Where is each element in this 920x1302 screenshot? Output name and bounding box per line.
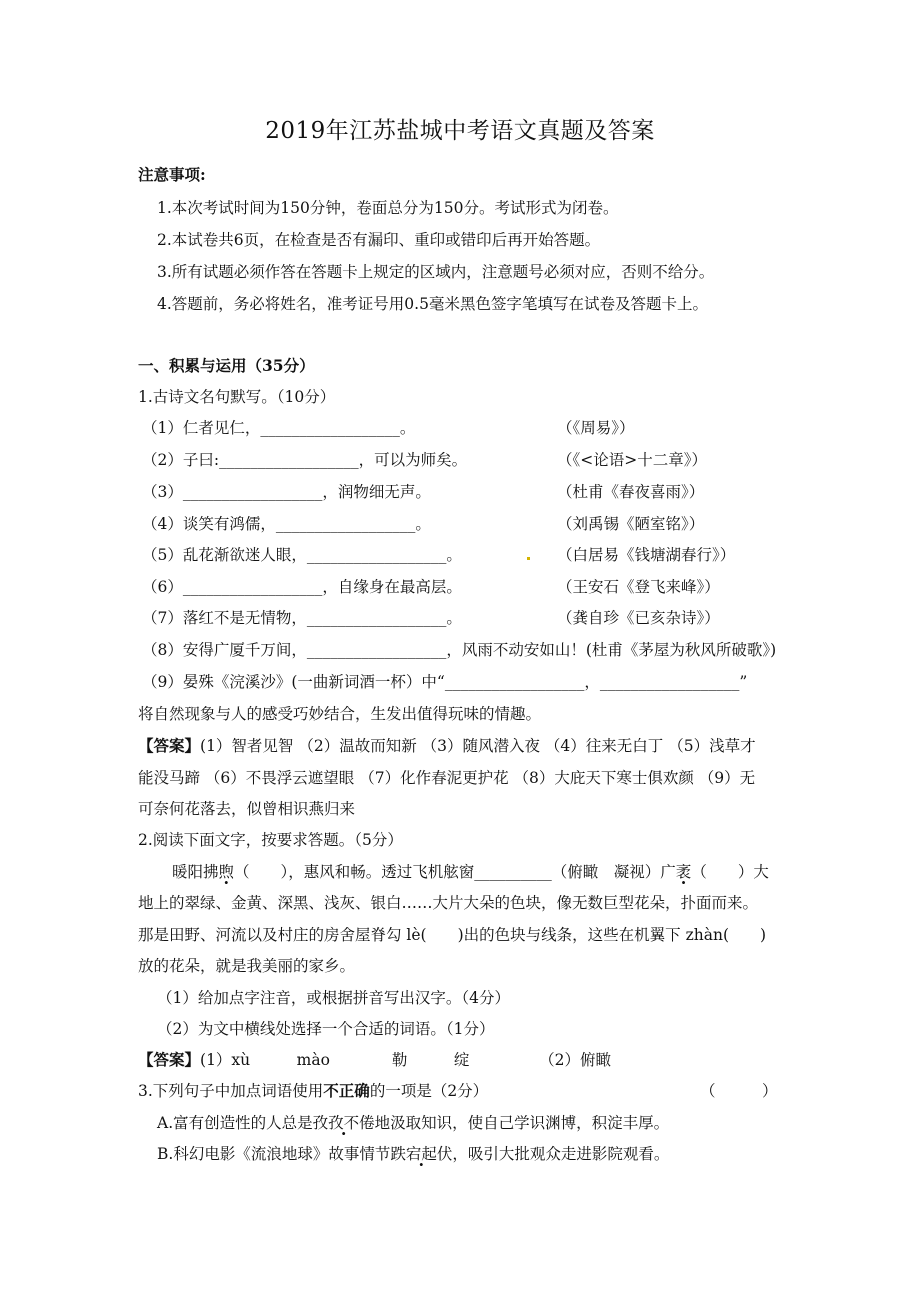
q3-option-a bbox=[157, 1111, 669, 1135]
q1-item-source: （白居易《钱塘湖春行》） bbox=[557, 546, 736, 564]
dotted-char: 袤 bbox=[675, 863, 692, 881]
q2-subquestion: （2）为文中横线处选择一个合适的词语。（1分） bbox=[157, 1020, 495, 1038]
q2-paragraph-cont: 放的花朵，就是我美丽的家乡。 bbox=[138, 957, 356, 975]
option-text: A.富有创造性的人总是 bbox=[157, 1114, 313, 1132]
q1-item-source: （刘禹锡《陋室铭》） bbox=[557, 515, 705, 533]
notice-item: 4.答题前，务必将姓名，准考证号用0.5毫米黑色签字笔填写在试卷及答题卡上。 bbox=[157, 295, 708, 313]
q2-paragraph bbox=[172, 860, 769, 884]
q1-item: （5）乱花渐欲迷人眼，__________________。 bbox=[142, 546, 462, 564]
q1-answer-cont: 可奈何花落去，似曾相识燕归来 bbox=[138, 800, 356, 818]
answer-label: 【答案】 bbox=[138, 1050, 201, 1069]
question-1-stem: 1.古诗文名句默写。（10分） bbox=[138, 388, 336, 406]
q1-answer-cont: 能没马蹄 （6）不畏浮云遮望眼 （7）化作春泥更护花 （8）大庇天下寒士俱欢颜 （9）无 bbox=[138, 769, 756, 787]
answer-bracket: （ ） bbox=[700, 1082, 778, 1100]
page-title: 2019年江苏盐城中考语文真题及答案 bbox=[265, 118, 655, 144]
q1-item-source: （龚自珍《已亥杂诗》） bbox=[557, 609, 720, 627]
notice-item: 2.本试卷共6页，在检查是否有漏印、重印或错印后再开始答题。 bbox=[157, 231, 601, 249]
dotted-phrase: 孜孜不倦 bbox=[312, 1114, 375, 1132]
question-2-stem: 2.阅读下面文字，按要求答题。（5分） bbox=[138, 831, 403, 849]
q2-subquestion: （1）给加点字注音，或根据拼音写出汉字。（4分） bbox=[157, 989, 510, 1007]
q1-item-source: （《周易》） bbox=[557, 419, 635, 437]
option-text: B.科幻电影《流浪地球》故事情节 bbox=[157, 1145, 391, 1163]
q2-text: 暖阳拂 bbox=[172, 863, 219, 881]
scan-speck bbox=[527, 557, 530, 560]
q2-paragraph-cont: 地上的翠绿、金黄、深黑、浅灰、银白……大片大朵的色块，像无数巨型花朵，扑面而来。 bbox=[138, 894, 759, 912]
notice-item: 1.本次考试时间为150分钟，卷面总分为150分。考试形式为闭卷。 bbox=[157, 199, 619, 217]
q2-text: （ ），惠风和畅。透过飞机舷窗__________（俯瞰 凝视）广 bbox=[234, 863, 676, 881]
q1-item-source: （杜甫《春夜喜雨》） bbox=[557, 483, 705, 501]
notice-heading: 注意事项: bbox=[138, 165, 206, 184]
q3-emphasis: 不正确 bbox=[323, 1081, 370, 1100]
option-text: 地汲取知识，使自己学识渊博，积淀丰厚。 bbox=[374, 1114, 670, 1132]
q1-item: （3）__________________，润物细无声。 bbox=[142, 483, 431, 501]
q1-item: （4）谈笑有鸿儒，__________________。 bbox=[142, 515, 431, 533]
q1-item-source: （《<论语>十二章》） bbox=[557, 451, 707, 469]
q3-text: 3.下列句子中加点词语使用 bbox=[138, 1082, 324, 1100]
notice-item: 3.所有试题必须作答在答题卡上规定的区域内，注意题号必须对应，否则不给分。 bbox=[157, 263, 715, 281]
answer-text: (1）xù mào 勒 绽 （2）俯瞰 bbox=[200, 1051, 612, 1069]
q2-paragraph-cont: 那是田野、河流以及村庄的房舍屋脊勾 lè( )出的色块与线条，这些在机翼下 zhàn( ) bbox=[138, 926, 767, 944]
answer-label: 【答案】 bbox=[138, 736, 201, 755]
question-3-stem bbox=[138, 1079, 488, 1103]
q1-item-9-cont: 将自然现象与人的感受巧妙结合，生发出值得玩味的情趣。 bbox=[138, 705, 542, 723]
dotted-char: 煦 bbox=[218, 863, 235, 881]
q2-text: （ ）大 bbox=[691, 863, 769, 881]
q1-item: （6）__________________，自缘身在最高层。 bbox=[142, 578, 462, 596]
q1-item: （2）子曰:__________________，可以为师矣。 bbox=[142, 451, 468, 469]
q1-item-9: （9）晏殊《浣溪沙》(一曲新词酒一杯）中“__________________，__________________” bbox=[142, 673, 748, 691]
q1-answer bbox=[138, 734, 756, 758]
section-heading: 一、积累与运用（35分） bbox=[138, 356, 315, 375]
q1-item-source: （王安石《登飞来峰》） bbox=[557, 578, 720, 596]
q2-answer bbox=[138, 1048, 611, 1072]
option-text: ，吸引大批观众走进影院观看。 bbox=[452, 1145, 670, 1163]
q1-item: （1）仁者见仁，__________________。 bbox=[142, 419, 416, 437]
q3-text: 的一项是（2分） bbox=[369, 1082, 489, 1100]
answer-text: (1）智者见智 （2）温故而知新 （3）随风潜入夜 （4）往来无白丁 （5）浅草才 bbox=[200, 737, 756, 755]
q1-item-8: （8）安得广厦千万间，__________________，风雨不动安如山！(杜甫《茅屋为秋风所破歌》) bbox=[142, 641, 777, 659]
q1-item: （7）落红不是无情物，__________________。 bbox=[142, 609, 462, 627]
dotted-phrase: 跌宕起伏 bbox=[390, 1145, 453, 1163]
q3-option-b bbox=[157, 1142, 669, 1166]
